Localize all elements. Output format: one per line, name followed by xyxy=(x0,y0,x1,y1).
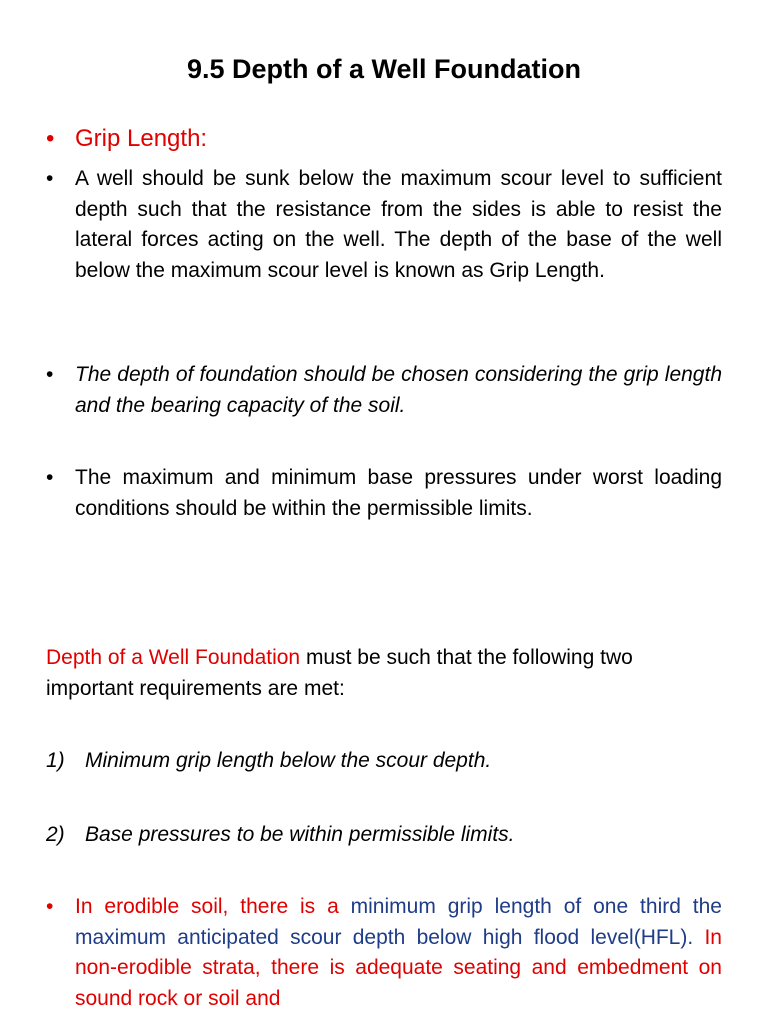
bullet-text: The maximum and minimum base pressures under worst loading conditions should be within the permissible limits. xyxy=(75,466,722,520)
bullet-item xyxy=(46,892,722,1014)
bullet-item xyxy=(46,164,722,286)
bullet-text xyxy=(75,892,722,1014)
bullet-marker: • xyxy=(46,363,54,386)
erodible-soil-text: In erodible soil, there is a xyxy=(75,895,351,918)
requirement-number: 1) xyxy=(46,749,65,772)
requirement-item xyxy=(46,820,722,851)
requirements-highlight: Depth of a Well Foundation xyxy=(46,646,301,669)
non-erodible-text: In non-erodible strata, there is adequate seating and embedment on sound rock or soil and xyxy=(75,925,722,1010)
grip-length-heading xyxy=(46,122,722,156)
bullet-item xyxy=(46,360,722,421)
bullet-item xyxy=(46,463,722,524)
bullet-text: The depth of foundation should be chosen considering the grip length and the bearing capacity of the soil. xyxy=(75,363,722,417)
requirement-text: Minimum grip length below the scour depth. xyxy=(85,749,492,772)
requirement-text: Base pressures to be within permissible limits. xyxy=(85,823,515,846)
minimum-grip-text: minimum grip length of one third the maximum anticipated scour depth below high flood level(HFL). xyxy=(75,895,722,949)
grip-length-heading-text: Grip Length: xyxy=(75,125,208,152)
bullet-marker: • xyxy=(46,895,54,918)
bullet-marker: • xyxy=(46,167,54,190)
requirement-number: 2) xyxy=(46,823,65,846)
bullet-marker: • xyxy=(46,125,55,152)
requirements-paragraph xyxy=(46,643,722,704)
bullet-marker: • xyxy=(46,466,54,489)
page-title: 9.5 Depth of a Well Foundation xyxy=(186,54,581,84)
bullet-text: A well should be sunk below the maximum scour level to sufficient depth such that the resistance from the sides is able to resist the lateral forces acting on the well. The depth of the base of the well below the maximum scour level is known as Grip Length. xyxy=(75,167,722,282)
requirement-item xyxy=(46,746,722,777)
requirements-rest: must be such that the following two important requirements are met: xyxy=(46,646,633,700)
